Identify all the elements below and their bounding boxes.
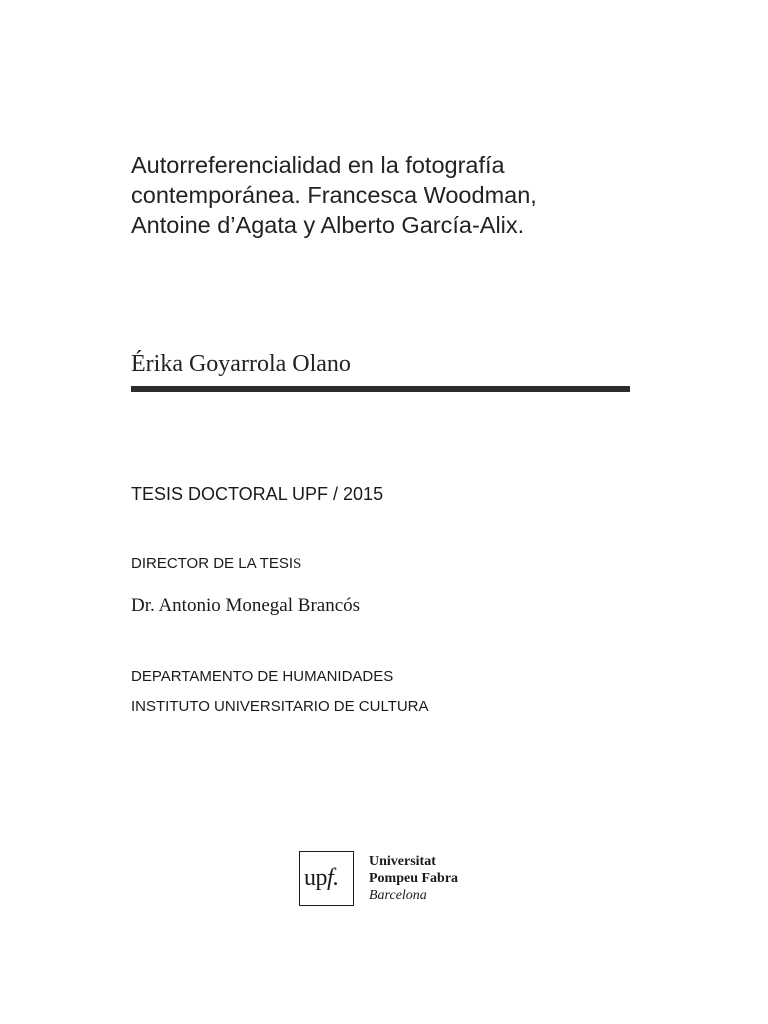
logo-line-barcelona: Barcelona: [369, 888, 427, 903]
author-name: Érika Goyarrola Olano: [131, 351, 351, 377]
director-label: [131, 555, 301, 573]
university-logo: [299, 851, 489, 909]
logo-box: [299, 851, 354, 906]
logo-mark-main: up: [304, 865, 327, 891]
department-name: DEPARTAMENTO DE HUMANIDADES: [131, 668, 394, 685]
thesis-label: TESIS DOCTORAL UPF / 2015: [131, 484, 384, 504]
director-name: Dr. Antonio Monegal Brancós: [131, 595, 361, 616]
divider-rule: [131, 386, 630, 392]
director-label-tail: S: [293, 556, 302, 572]
logo-mark-f: f.: [327, 865, 339, 891]
logo-line-universitat: Universitat: [369, 854, 436, 869]
logo-line-pompeu-fabra: Pompeu Fabra: [369, 871, 459, 886]
title-line-2: contemporánea. Francesca Woodman,: [131, 182, 537, 208]
logo-text: [369, 853, 458, 904]
title-line-1: Autorreferencialidad en la fotografía: [131, 152, 505, 178]
thesis-title: [131, 150, 651, 240]
director-label-main: DIRECTOR DE LA TESI: [131, 555, 293, 572]
institute-name: INSTITUTO UNIVERSITARIO DE CULTURA: [131, 698, 429, 715]
title-line-3: Antoine d’Agata y Alberto García-Alix.: [131, 212, 525, 238]
logo-mark: [304, 864, 339, 892]
